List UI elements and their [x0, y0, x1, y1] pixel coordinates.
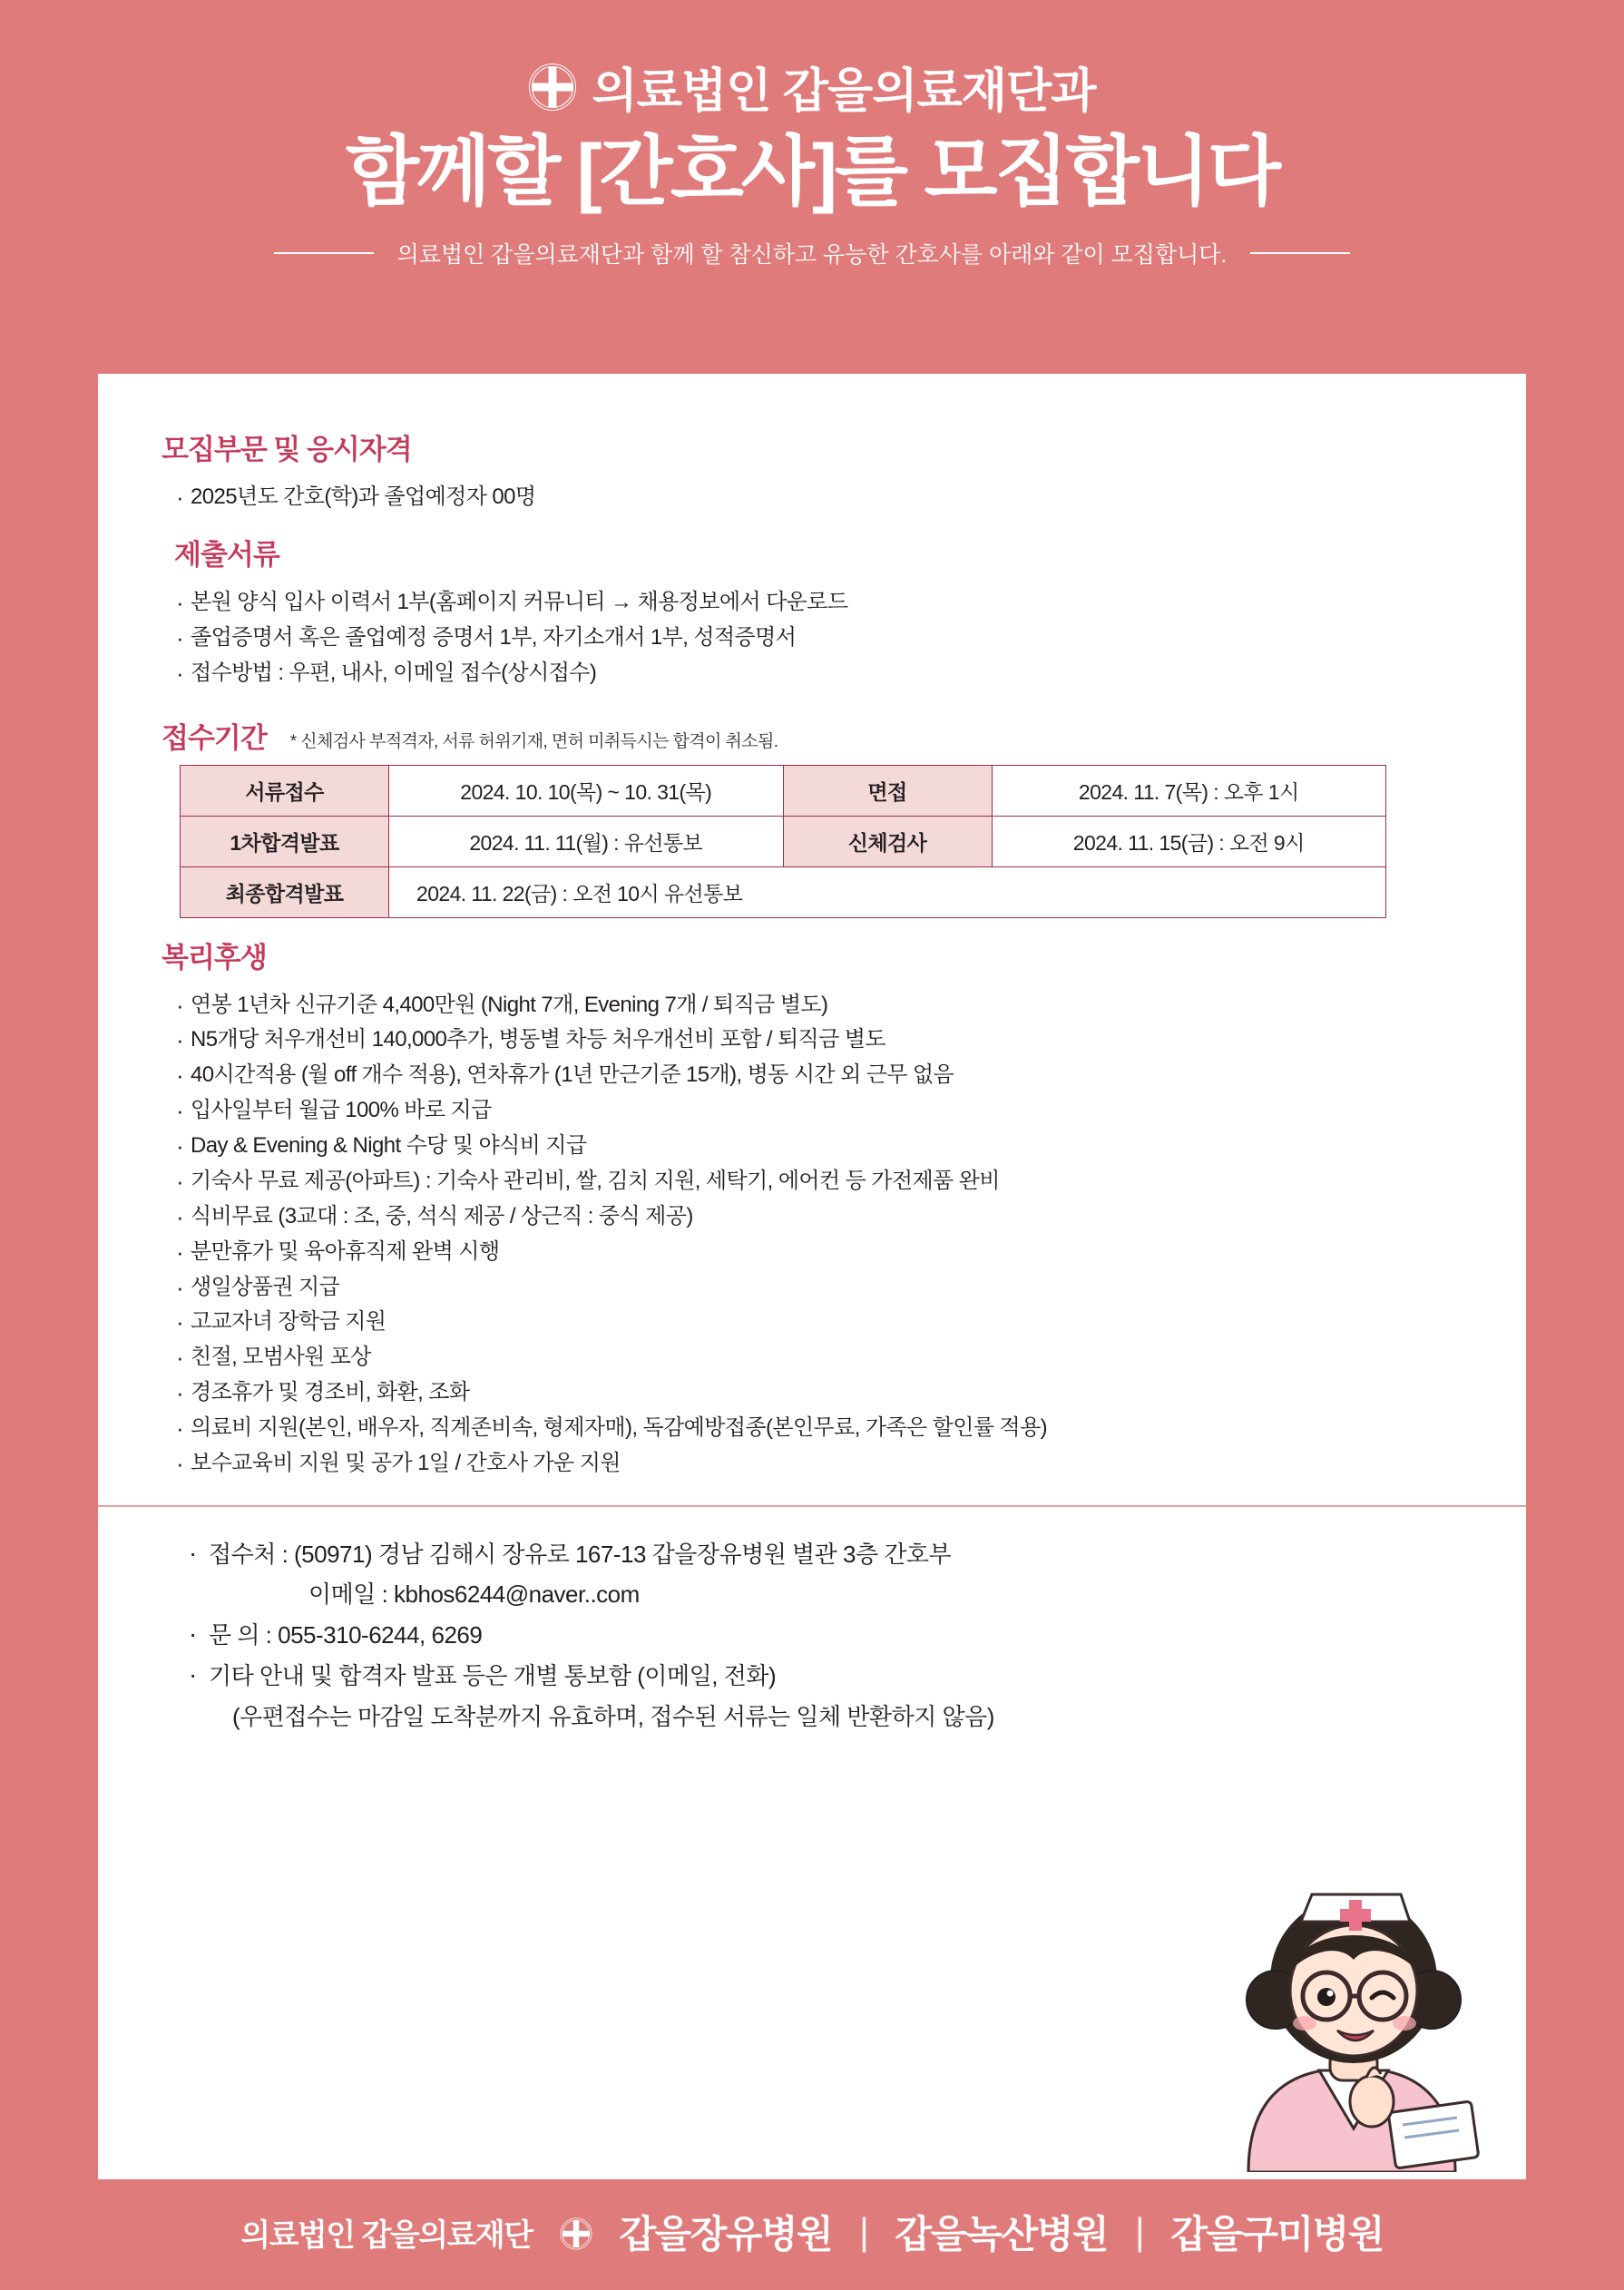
section-recruit-title: 모집부문 및 응시자격 [161, 434, 412, 465]
section-documents [98, 532, 1526, 691]
list-item: · 졸업증명서 혹은 졸업예정 증명서 1부, 자기소개서 1부, 성적증명서 [171, 621, 1470, 656]
contact-notice-sub: (우편접수는 마감일 도착분까지 유효하며, 접수된 서류는 일체 반환하지 않음) [232, 1702, 994, 1730]
list-item: · N5개당 처우개선비 140,000추가, 병동별 차등 처우개선비 포함 / 퇴직금 별도 [171, 1023, 1470, 1058]
list-item: · 40시간적용 (월 off 개수 적용), 연차휴가 (1년 만근기준 15개), 병동 시간 외 근무 없음 [171, 1058, 1470, 1093]
schedule-header-row [161, 715, 1470, 756]
cell-value: 2024. 11. 15(금) : 오전 9시 [992, 816, 1386, 866]
content-card [98, 374, 1526, 2179]
footer-separator: | [859, 2210, 868, 2253]
documents-list [154, 585, 1470, 691]
medical-cross-icon [529, 64, 576, 111]
nurse-character-illustration [1185, 1864, 1493, 2172]
cell-label: 면접 [783, 765, 992, 816]
section-benefits-title: 복리후생 [161, 941, 267, 974]
list-item: · 친절, 모범사원 포상 [171, 1340, 1470, 1375]
rule-right [1250, 252, 1350, 254]
rule-left [274, 252, 374, 254]
table-row [181, 816, 1386, 866]
cell-label: 신체검사 [783, 816, 992, 866]
benefits-list [154, 988, 1470, 1482]
contact-section [98, 1507, 1526, 1765]
cell-value: 2024. 10. 10(목) ~ 10. 31(목) [389, 765, 784, 816]
table-row [181, 866, 1386, 917]
section-documents-title: 제출서류 [174, 538, 279, 571]
footer-hospital-3: 갑을구미병원 [1170, 2213, 1384, 2256]
cell-label: 서류접수 [181, 765, 389, 816]
footer-hospital-2: 갑을녹산병원 [895, 2213, 1108, 2256]
list-item: · 식비무료 (3교대 : 조, 중, 석식 제공 / 상근직 : 중식 제공) [171, 1199, 1470, 1235]
section-schedule [98, 715, 1526, 918]
header-line1 [0, 53, 1624, 121]
cell-value: 2024. 11. 11(월) : 유선통보 [389, 816, 784, 866]
table-row [181, 765, 1386, 816]
footer-foundation: 의료법인 갑을의료재단 [240, 2217, 533, 2253]
contact-list [181, 1534, 1470, 1737]
contact-address: · 접수처 : (50971) 경남 김해시 장유로 167-13 갑을장유병원 별관 3층 간호부 [181, 1534, 1470, 1575]
list-item: · Day & Evening & Night 수당 및 야식비 지급 [171, 1129, 1470, 1164]
header-subtitle-row [0, 237, 1624, 269]
list-item: · 기숙사 무료 제공(아파트) : 기숙사 관리비, 쌀, 김치 지원, 세탁기, 에어컨 등 가전제품 완비 [171, 1164, 1470, 1199]
header-line1-text: 의료법인 갑을의료재단과 [592, 65, 1096, 118]
list-item: · 의료비 지원(본인, 배우자, 직계존비속, 형제자매), 독감예방접종(본인무료, 가족은 할인률 적용) [171, 1411, 1470, 1446]
cell-label: 1차합격발표 [181, 816, 389, 866]
list-item: · 접수방법 : 우편, 내사, 이메일 접수(상시접수) [171, 656, 1470, 691]
header-subtitle: 의료법인 갑을의료재단과 함께 할 참신하고 유능한 간호사를 아래와 같이 모집합니다. [396, 242, 1228, 269]
medical-cross-icon [560, 2216, 592, 2248]
section-benefits [98, 935, 1526, 1482]
list-item: · 입사일부터 월급 100% 바로 지급 [171, 1093, 1470, 1129]
header-title: 함께할 [간호사]를 모집합니다 [345, 129, 1279, 214]
list-item: · 2025년도 간호(학)과 졸업예정자 00명 [171, 480, 1470, 515]
footer-separator: | [1134, 2210, 1144, 2253]
list-item: · 생일상품권 지급 [171, 1270, 1470, 1306]
cell-value: 2024. 11. 7(목) : 오후 1시 [992, 765, 1386, 816]
contact-notice: · 기타 안내 및 합격자 발표 등은 개별 통보함 (이메일, 전화) [181, 1656, 1470, 1697]
list-item: · 본원 양식 입사 이력서 1부(홈페이지 커뮤니티 → 채용정보에서 다운로드 [171, 585, 1470, 621]
cell-label: 최종합격발표 [181, 866, 389, 917]
list-item: · 연봉 1년차 신규기준 4,400만원 (Night 7개, Evening 7개 / 퇴직금 별도) [171, 988, 1470, 1023]
list-item: · 경조휴가 및 경조비, 화환, 조화 [171, 1375, 1470, 1411]
list-item: · 분만휴가 및 육아휴직제 완벽 시행 [171, 1235, 1470, 1270]
section-schedule-title: 접수기간 [161, 721, 267, 754]
contact-email[interactable]: 이메일 : kbhos6244@naver..com [308, 1580, 640, 1609]
poster-footer [0, 2174, 1624, 2290]
section-recruit [98, 426, 1526, 515]
list-item: · 고교자녀 장학금 지원 [171, 1305, 1470, 1340]
poster-header [0, 0, 1624, 269]
footer-hospital-1: 갑을장유병원 [619, 2213, 833, 2256]
contact-phone[interactable]: · 문 의 : 055-310-6244, 6269 [181, 1615, 1470, 1656]
recruit-list [154, 480, 1470, 515]
list-item: · 보수교육비 지원 및 공가 1일 / 간호사 가운 지원 [171, 1446, 1470, 1482]
cell-value: 2024. 11. 22(금) : 오전 10시 유선통보 [389, 866, 1386, 917]
schedule-table [180, 765, 1386, 918]
schedule-note: * 신체검사 부적격자, 서류 허위기재, 면허 미취득시는 합격이 취소됨. [289, 731, 778, 751]
